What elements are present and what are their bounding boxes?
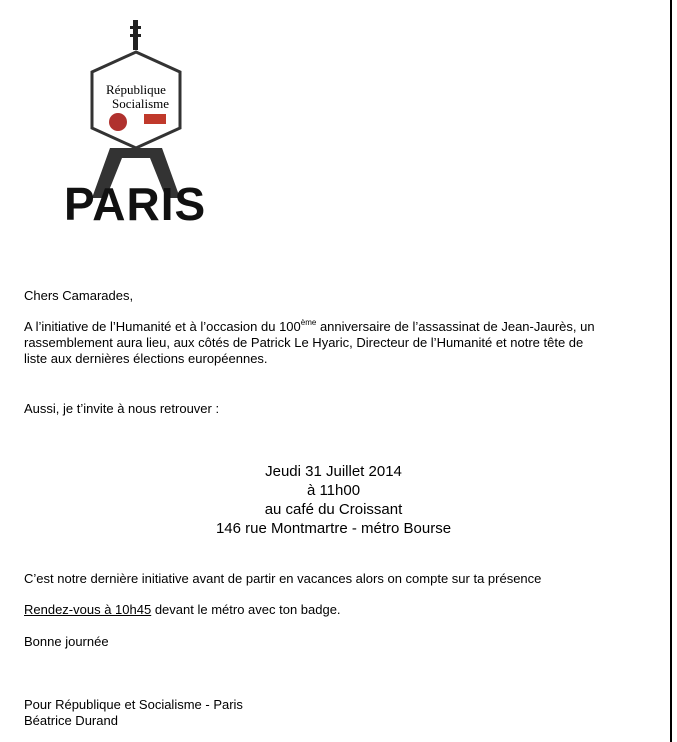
- paragraph-1: A l’initiative de l’Humanité et à l’occasion du 100ème anniversaire de l’assassinat de Jean-Jaurès, un rassemblement aura lieu, aux côtés de Patrick Le Hyaric, Directeur de l’Humanité et notre tête de liste aux dernières élections européennes.: [24, 318, 595, 366]
- event-date: Jeudi 31 Juillet 2014: [265, 463, 402, 480]
- logo-city: PARIS: [64, 178, 207, 228]
- event-place: au café du Croissant: [264, 501, 403, 518]
- republique-socialisme-paris-logo: [62, 18, 222, 228]
- page-right-border: [670, 0, 672, 742]
- signature-name: Béatrice Durand: [24, 713, 118, 728]
- closing-line: C’est notre dernière initiative avant de partir en vacances alors on compte sur ta présence: [24, 571, 542, 586]
- signature-org: Pour République et Socialisme - Paris: [24, 697, 243, 712]
- red-ball-icon: [109, 113, 127, 131]
- rendezvous-line: Rendez-vous à 10h45 devant le métro avec ton badge.: [24, 602, 341, 617]
- logo-line1: République: [106, 82, 166, 97]
- red-badge-icon: [144, 114, 166, 124]
- event-time: à 11h00: [306, 482, 361, 499]
- rendezvous-time: Rendez-vous à 10h45: [24, 602, 152, 617]
- event-address: 146 rue Montmartre - métro Bourse: [215, 520, 452, 537]
- invite-line: Aussi, je t’invite à nous retrouver :: [24, 401, 220, 416]
- greeting: Chers Camarades,: [24, 288, 134, 303]
- bonne-journee: Bonne journée: [24, 634, 109, 649]
- logo-line2: Socialisme: [112, 96, 170, 111]
